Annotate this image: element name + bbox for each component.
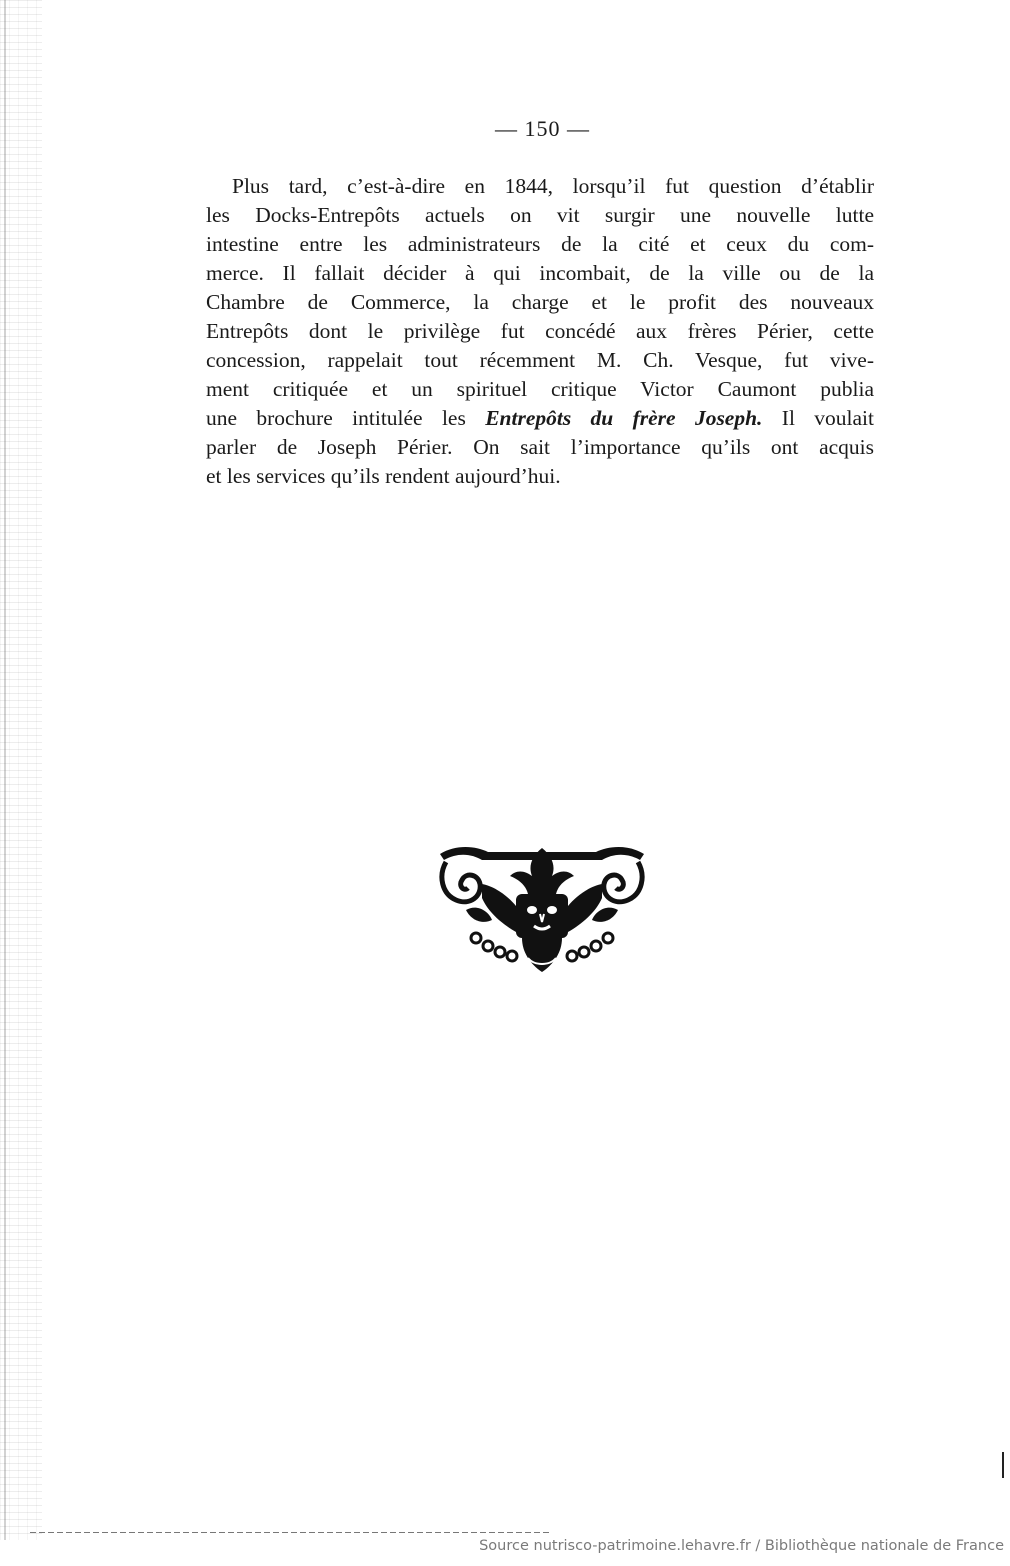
text-line: Plus tard, c’est-à-dire en 1844, lorsqu’il fut question d’établir (232, 174, 874, 198)
text-line: Chambre de Commerce, la charge et le profit des nouveaux (206, 290, 874, 314)
scanned-page-edge (0, 0, 42, 1540)
margin-mark (1002, 1452, 1004, 1478)
page-number: — 150 — (495, 116, 590, 141)
text-line: merce. Il fallait décider à qui incombait, de la ville ou de la (206, 261, 874, 285)
bottom-rule (30, 1532, 550, 1533)
text-line: une brochure intitulée les Entrepôts du frère Joseph. Il voulait (206, 406, 874, 430)
text-line: ment critiquée et un spirituel critique Victor Caumont publia (206, 377, 874, 401)
source-credit: Source nutrisco-patrimoine.lehavre.fr / Bibliothèque nationale de France (479, 1538, 1004, 1554)
text-line: les Docks-Entrepôts actuels on vit surgir une nouvelle lutte (206, 203, 874, 227)
text-line: et les services qu’ils rendent aujourd’hui. (206, 464, 561, 488)
text-line: Entrepôts dont le privilège fut concédé aux frères Périer, cette (206, 319, 874, 343)
body-paragraph (206, 172, 874, 491)
book-title: Entrepôts du frère Joseph. (485, 406, 763, 430)
text-line: intestine entre les administrateurs de la cité et ceux du com- (206, 232, 874, 256)
text-line: concession, rappelait tout récemment M. Ch. Vesque, fut vive- (206, 348, 874, 372)
text-line: parler de Joseph Périer. On sait l’importance qu’ils ont acquis (206, 435, 874, 459)
fleuron-mask-ornament-icon (436, 840, 648, 980)
